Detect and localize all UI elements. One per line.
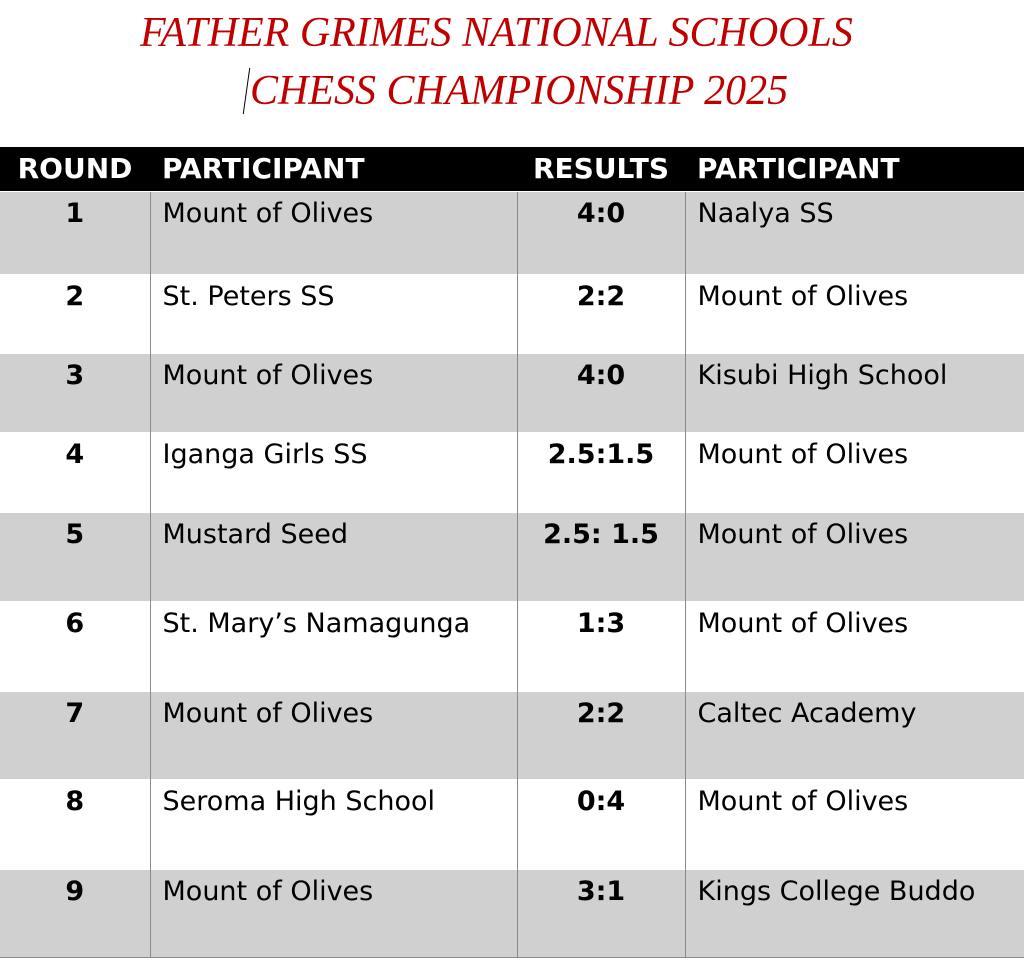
participant-2-cell: Kings College Buddo bbox=[685, 869, 1024, 957]
table-row bbox=[0, 274, 1024, 353]
table-header-row bbox=[0, 147, 1024, 191]
result-cell: 2.5:1.5 bbox=[517, 432, 685, 512]
title-line-2: CHESS CHAMPIONSHIP 2025 bbox=[250, 68, 789, 114]
results-table bbox=[0, 147, 1024, 958]
result-cell: 0:4 bbox=[517, 779, 685, 869]
round-cell: 3 bbox=[0, 353, 150, 432]
table-row bbox=[0, 869, 1024, 957]
participant-1-cell: Mount of Olives bbox=[150, 353, 517, 432]
result-cell: 3:1 bbox=[517, 869, 685, 957]
header-participant-2: PARTICIPANT bbox=[697, 152, 900, 186]
round-cell: 2 bbox=[0, 274, 150, 353]
result-cell: 2.5: 1.5 bbox=[517, 512, 685, 601]
round-cell: 5 bbox=[0, 512, 150, 601]
table-row bbox=[0, 779, 1024, 869]
result-cell: 2:2 bbox=[517, 691, 685, 779]
participant-1-cell: Mount of Olives bbox=[150, 869, 517, 957]
participant-1-cell: Iganga Girls SS bbox=[150, 432, 517, 512]
participant-2-cell: Mount of Olives bbox=[685, 274, 1024, 353]
participant-1-cell: St. Peters SS bbox=[150, 274, 517, 353]
round-cell: 1 bbox=[0, 191, 150, 274]
participant-1-cell: Mount of Olives bbox=[150, 691, 517, 779]
table-row bbox=[0, 601, 1024, 691]
participant-1-cell: Seroma High School bbox=[150, 779, 517, 869]
header-round: ROUND bbox=[17, 152, 133, 186]
table-row bbox=[0, 353, 1024, 432]
participant-2-cell: Mount of Olives bbox=[685, 512, 1024, 601]
participant-2-cell: Mount of Olives bbox=[685, 779, 1024, 869]
result-cell: 1:3 bbox=[517, 601, 685, 691]
result-cell: 4:0 bbox=[517, 191, 685, 274]
round-cell: 8 bbox=[0, 779, 150, 869]
round-cell: 6 bbox=[0, 601, 150, 691]
participant-2-cell: Kisubi High School bbox=[685, 353, 1024, 432]
participant-2-cell: Mount of Olives bbox=[685, 601, 1024, 691]
header-participant-1: PARTICIPANT bbox=[162, 152, 365, 186]
result-cell: 4:0 bbox=[517, 353, 685, 432]
header-results: RESULTS bbox=[532, 152, 670, 186]
participant-2-cell: Caltec Academy bbox=[685, 691, 1024, 779]
participant-1-cell: Mustard Seed bbox=[150, 512, 517, 601]
result-cell: 2:2 bbox=[517, 274, 685, 353]
table-row bbox=[0, 191, 1024, 274]
participant-1-cell: St. Mary’s Namagunga bbox=[150, 601, 517, 691]
table-row bbox=[0, 691, 1024, 779]
participant-2-cell: Mount of Olives bbox=[685, 432, 1024, 512]
table-row bbox=[0, 512, 1024, 601]
round-cell: 4 bbox=[0, 432, 150, 512]
round-cell: 9 bbox=[0, 869, 150, 957]
table-row bbox=[0, 432, 1024, 512]
round-cell: 7 bbox=[0, 691, 150, 779]
title-line-1: FATHER GRIMES NATIONAL SCHOOLS bbox=[140, 10, 853, 56]
participant-2-cell: Naalya SS bbox=[685, 191, 1024, 274]
participant-1-cell: Mount of Olives bbox=[150, 191, 517, 274]
